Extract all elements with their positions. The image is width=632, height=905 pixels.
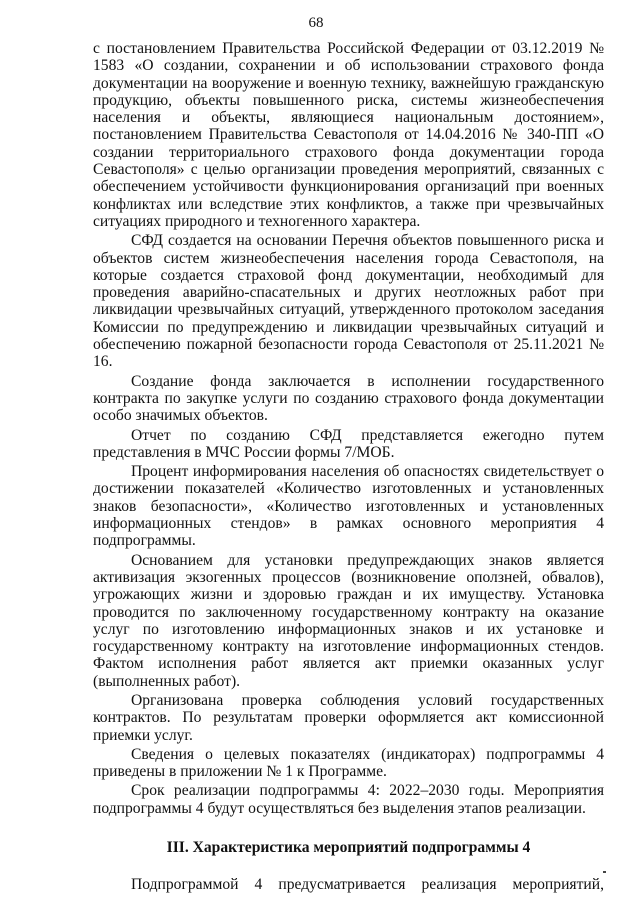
paragraph-final: Подпрограммой 4 предусматривается реализация мероприятий, bbox=[131, 876, 604, 894]
paragraph-9: Срок реализации подпрограммы 4: 2022–2030 годы. Мероприятия подпрограммы 4 будут осуществляться без выделения этапов реализации. bbox=[93, 782, 604, 817]
paragraph-3: Создание фонда заключается в исполнении государственного контракта по закупке услуги по созданию страхового фонда документации особо значимых объектов. bbox=[93, 372, 604, 425]
page-number: 68 bbox=[308, 15, 324, 31]
paragraph-5: Процент информирования населения об опасностях свидетельствует о достижении показателей «Количество изготовленных и установленных знаков безопасности», «Количество изготовленных и установленных информационных стендов» в рамках основного мероприятия 4 подпрограммы. bbox=[93, 463, 604, 550]
paragraph-7: Организована проверка соблюдения условий государственных контрактов. По результатам проверки оформляется акт комиссионной приемки услуг. bbox=[93, 691, 604, 744]
document-body bbox=[93, 40, 604, 894]
page-mark bbox=[603, 871, 606, 873]
section-heading: III. Характеристика мероприятий подпрограммы 4 bbox=[166, 839, 531, 857]
paragraph-1: с постановлением Правительства Российской Федерации от 03.12.2019 № 1583 «О создании, сохранении и об использовании страхового фонда документации на вооружение и военную технику, важнейшую гражданскую продукцию, объекты повышенного риска, системы жизнеобеспечения населения и объекты, являющиеся национальным достоянием», постановлением Правительства Севастополя от 14.04.2016 № 340-ПП «О создании территориального страхового фонда документации города Севастополя» с целью организации проведения мероприятий, связанных с обеспечением устойчивости функционирования организаций при военных конфликтах или вследствие этих конфликтов, а также при чрезвычайных ситуациях природного и техногенного характера. bbox=[93, 40, 604, 230]
paragraph-6: Основанием для установки предупреждающих знаков является активизация экзогенных процессов (возникновение оползней, обвалов), угрожающих жизни и здоровью граждан и их имуществу. Установка проводится по заключенному государственному контракту на оказание услуг по изготовлению информационных знаков и их установке и государственному контракту на изготовление информационных стендов. Фактом исполнения работ является акт приемки оказанных услуг (выполненных работ). bbox=[93, 551, 604, 690]
paragraph-4: Отчет по созданию СФД представляется ежегодно путем представления в МЧС России формы 7/МОБ. bbox=[93, 426, 604, 461]
paragraph-8: Сведения о целевых показателях (индикаторах) подпрограммы 4 приведены в приложении № 1 к Программе. bbox=[93, 745, 604, 781]
paragraph-2: СФД создается на основании Перечня объектов повышенного риска и объектов систем жизнеобеспечения населения города Севастополя, на которые создается страховой фонд документации, необходимый для проведения аварийно-спасательных и других неотложных работ при ликвидации чрезвычайных ситуаций, утвержденного протоколом заседания Комиссии по предупреждению и ликвидации чрезвычайных ситуаций и обеспечению пожарной безопасности города Севастополя от 25.11.2021 № 16. bbox=[93, 232, 604, 371]
